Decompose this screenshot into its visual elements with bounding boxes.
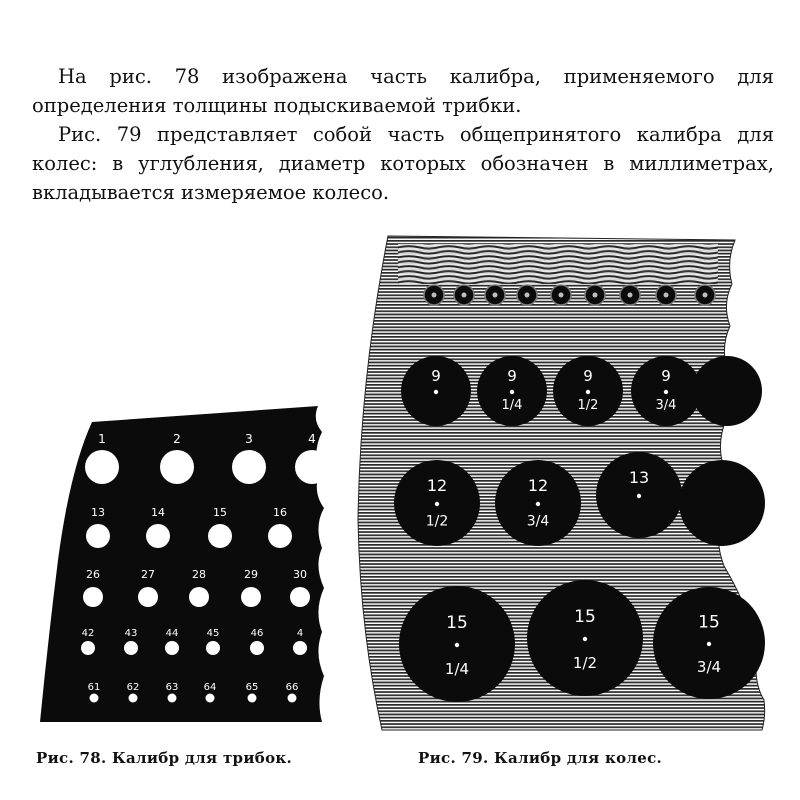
gauge-hole [248,694,257,703]
wheel-recess-size-label: 13 [628,467,650,487]
wheel-recess-fraction-label: 1/4 [444,660,470,679]
wheel-recess-fraction-label: 3/4 [696,658,722,677]
wheel-recess-center [637,494,641,498]
wheel-recess-center [586,390,590,394]
gauge-hole-label: 62 [126,682,140,693]
gauge-hole-label: 14 [151,506,165,519]
wheel-recess-partial [679,460,765,546]
gauge-hole-label: 27 [141,568,155,581]
gauge-hole [146,524,170,548]
wheel-recess-fraction-label: 3/4 [655,398,677,414]
gauge-hole [241,587,261,607]
gauge-hole [124,641,138,655]
small-gauge-hole-center [628,293,633,298]
gauge-hole [81,641,95,655]
small-gauge-hole-center [432,293,437,298]
gauge-hole-label: 3 [245,432,253,446]
gauge-hole [293,641,307,655]
gauge-hole-label: 2 [173,432,181,446]
gauge-hole-label: 64 [203,682,217,693]
gauge-hole-label: 45 [206,628,220,639]
gauge-hole [288,694,297,703]
gauge-hole-label: 43 [124,628,138,639]
figure-79-wheel-gauge [358,236,765,730]
gauge-hole [250,641,264,655]
gauge-hole [268,524,292,548]
wheel-recess-size-label: 12 [527,475,549,495]
wheel-recess-fraction-label: 1/4 [501,398,523,414]
small-gauge-hole-center [664,293,669,298]
small-gauge-hole-center [703,293,708,298]
gauge-hole [206,641,220,655]
wheel-recess-size-label: 9 [583,367,593,386]
wheel-recess-size-label: 9 [431,367,441,386]
gauge-hole-label: 44 [165,628,179,639]
wheel-recess-center [434,390,438,394]
gauge-hole-label: 1 [98,432,106,446]
wheel-recess-size-label: 15 [446,612,468,633]
small-gauge-hole-center [559,293,564,298]
wheel-recess-center [707,642,711,646]
gauge-hole [208,524,232,548]
gauge-hole [189,587,209,607]
gauge-hole [129,694,138,703]
wheel-recess-size-label: 12 [426,475,448,495]
wheel-recess-size-label: 9 [507,367,517,386]
wheel-recess-center [455,643,459,647]
wood-grain-band [398,244,718,284]
gauge-hole-label: 29 [244,568,258,581]
figure-79-caption: Рис. 79. Калибр для колес. [418,749,663,767]
wheel-recess-size-label: 9 [661,367,671,386]
wheel-recess-center [510,390,514,394]
gauge-hole-label: 26 [86,568,100,581]
gauge-hole [165,641,179,655]
gauge-hole-label: 46 [250,628,264,639]
gauge-hole [86,524,110,548]
wheel-recess-fraction-label: 1/2 [425,513,449,530]
gauge-hole [232,450,266,484]
gauge-hole-label: 4 [308,432,316,446]
gauge-hole-label: 66 [285,682,299,693]
gauge-hole-label: 15 [213,506,227,519]
gauge-hole-label: 4 [296,628,304,639]
gauge-hole-label: 28 [192,568,206,581]
gauge-hole [138,587,158,607]
gauge-hole [206,694,215,703]
figure-78-caption: Рис. 78. Калибр для трибок. [36,749,293,767]
wheel-recess-fraction-label: 1/2 [577,398,599,414]
gauge-hole [290,587,310,607]
wheel-recess-partial [692,356,762,426]
wheel-recess-size-label: 15 [574,606,596,627]
gauge-hole [295,450,329,484]
gauge-hole [168,694,177,703]
small-gauge-hole-center [593,293,598,298]
gauge-hole [85,450,119,484]
wheel-recess-fraction-label: 1/2 [572,654,598,673]
gauge-hole-label: 42 [81,628,95,639]
wheel-recess-center [583,637,587,641]
gauge-hole [90,694,99,703]
gauge-hole [160,450,194,484]
small-gauge-hole-center [462,293,467,298]
wheel-recess-center [664,390,668,394]
wheel-recess-center [536,502,540,506]
wheel-recess-size-label: 15 [698,612,720,633]
gauge-hole-label: 61 [87,682,101,693]
gauge-hole-label: 16 [273,506,287,519]
figure-78-pinion-gauge [40,406,329,722]
gauge-hole-label: 63 [165,682,179,693]
wheel-recess-fraction-label: 3/4 [526,513,550,530]
paragraph-intro: На рис. 78 изображена часть калибра, применяемого для определения толщины подыскиваемой трибки. [32,65,774,117]
paragraph-description: Рис. 79 представляет собой часть общепринятого калибра для колес: в углубления, диаметр которых обозначен в миллиметрах, вкладывается измеряемое колесо. [32,123,774,204]
wheel-recess-center [435,502,439,506]
gauge-hole-label: 30 [293,568,307,581]
small-gauge-hole-center [493,293,498,298]
small-gauge-hole-center [525,293,530,298]
gauge-hole [83,587,103,607]
gauge-hole-label: 65 [245,682,259,693]
gauge-hole-label: 13 [91,506,105,519]
